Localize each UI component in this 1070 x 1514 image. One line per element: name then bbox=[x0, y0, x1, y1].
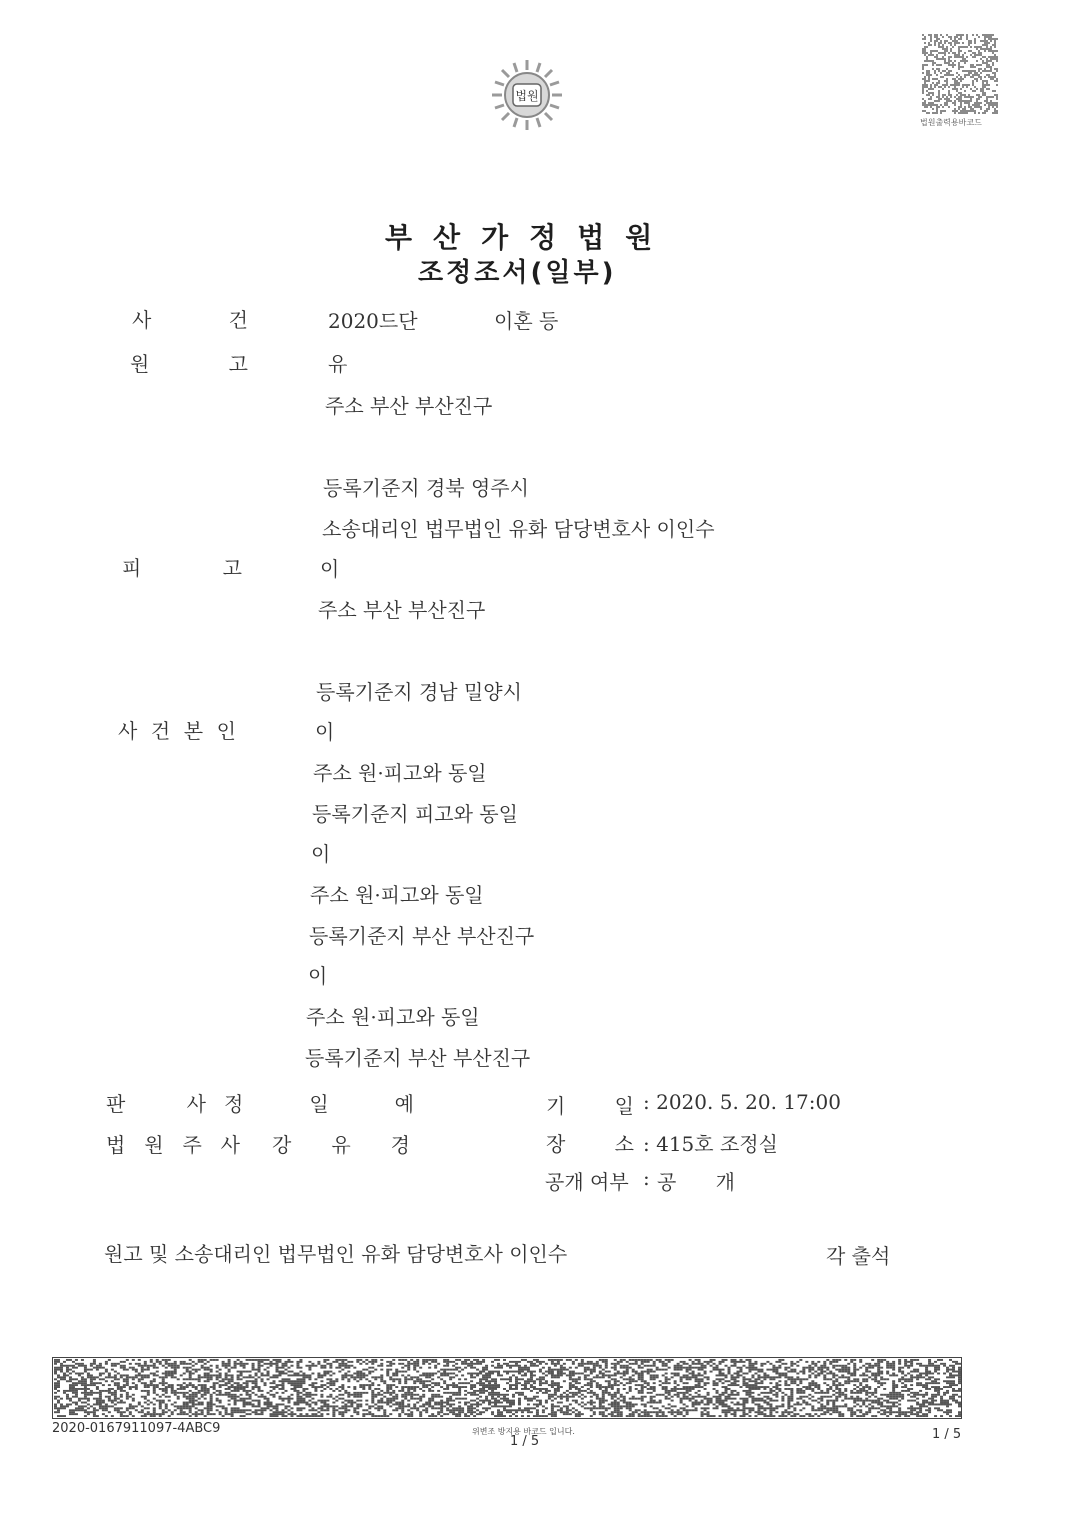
seal-text: 법원 bbox=[515, 89, 539, 103]
defendant-address: 주소 부산 부산진구 bbox=[318, 598, 486, 622]
case-label: 사 건 bbox=[132, 308, 248, 332]
judge-label: 판 사 bbox=[106, 1092, 206, 1116]
defendant-registry: 등록기준지 경남 밀양시 bbox=[316, 680, 522, 704]
barcode-caption: 위변조 방지용 바코드 입니다. bbox=[472, 1427, 575, 1436]
attendance-status: 각 출석 bbox=[826, 1244, 891, 1268]
page-number-right: 1 / 5 bbox=[932, 1427, 962, 1442]
case-number: 2020드단 bbox=[328, 309, 418, 333]
date-label: 기 일 bbox=[546, 1094, 634, 1118]
qr-caption: 법원출력용바코드 bbox=[920, 118, 982, 127]
public-value-colon: : bbox=[643, 1166, 650, 1190]
qr-code-icon bbox=[922, 34, 998, 116]
plaintiff-address: 주소 부산 부산진구 bbox=[325, 394, 493, 418]
anti-forgery-barcode bbox=[52, 1357, 962, 1419]
clerk-label: 법 원 주 사 bbox=[106, 1133, 240, 1157]
defendant-name: 이 bbox=[320, 557, 340, 581]
principal-1-address: 주소 원·피고와 동일 bbox=[313, 761, 487, 785]
case-name: 이혼 등 bbox=[494, 309, 559, 333]
court-seal-logo bbox=[490, 58, 564, 132]
principal-3-name: 이 bbox=[308, 964, 328, 988]
court-title: 부산가정법원 bbox=[385, 221, 674, 254]
principal-2-registry: 등록기준지 부산 부산진구 bbox=[309, 924, 535, 948]
document-title: 조정조서(일부) bbox=[418, 258, 617, 288]
public-value: 공 개 bbox=[657, 1170, 735, 1194]
defendant-label: 피 고 bbox=[122, 556, 242, 580]
principals-label: 사 건 본 인 bbox=[118, 719, 236, 743]
place-value: : 415호 조정실 bbox=[643, 1132, 778, 1156]
date-value: : 2020. 5. 20. 17:00 bbox=[643, 1090, 841, 1114]
page-number-center: 1 / 5 bbox=[510, 1434, 540, 1449]
document-id: 2020-0167911097-4ABC9 bbox=[52, 1421, 221, 1436]
principal-2-address: 주소 원·피고와 동일 bbox=[310, 883, 484, 907]
plaintiff-agent: 소송대리인 법무법인 유화 담당변호사 이인수 bbox=[322, 517, 715, 541]
principal-1-registry: 등록기준지 피고와 동일 bbox=[312, 802, 518, 826]
principal-1-name: 이 bbox=[315, 720, 335, 744]
judge-name: 정 일 예 bbox=[224, 1092, 414, 1116]
attendance-parties: 원고 및 소송대리인 법무법인 유화 담당변호사 이인수 bbox=[104, 1242, 568, 1266]
principal-3-registry: 등록기준지 부산 부산진구 bbox=[305, 1046, 531, 1070]
principal-2-name: 이 bbox=[311, 842, 331, 866]
place-label: 장 소 bbox=[546, 1132, 634, 1156]
plaintiff-label: 원 고 bbox=[130, 352, 248, 376]
plaintiff-registry: 등록기준지 경북 영주시 bbox=[323, 476, 529, 500]
clerk-name: 강 유 경 bbox=[272, 1133, 410, 1157]
public-label: 공개 여부 bbox=[545, 1170, 629, 1194]
principal-3-address: 주소 원·피고와 동일 bbox=[306, 1005, 480, 1029]
plaintiff-name: 유 bbox=[328, 352, 348, 376]
